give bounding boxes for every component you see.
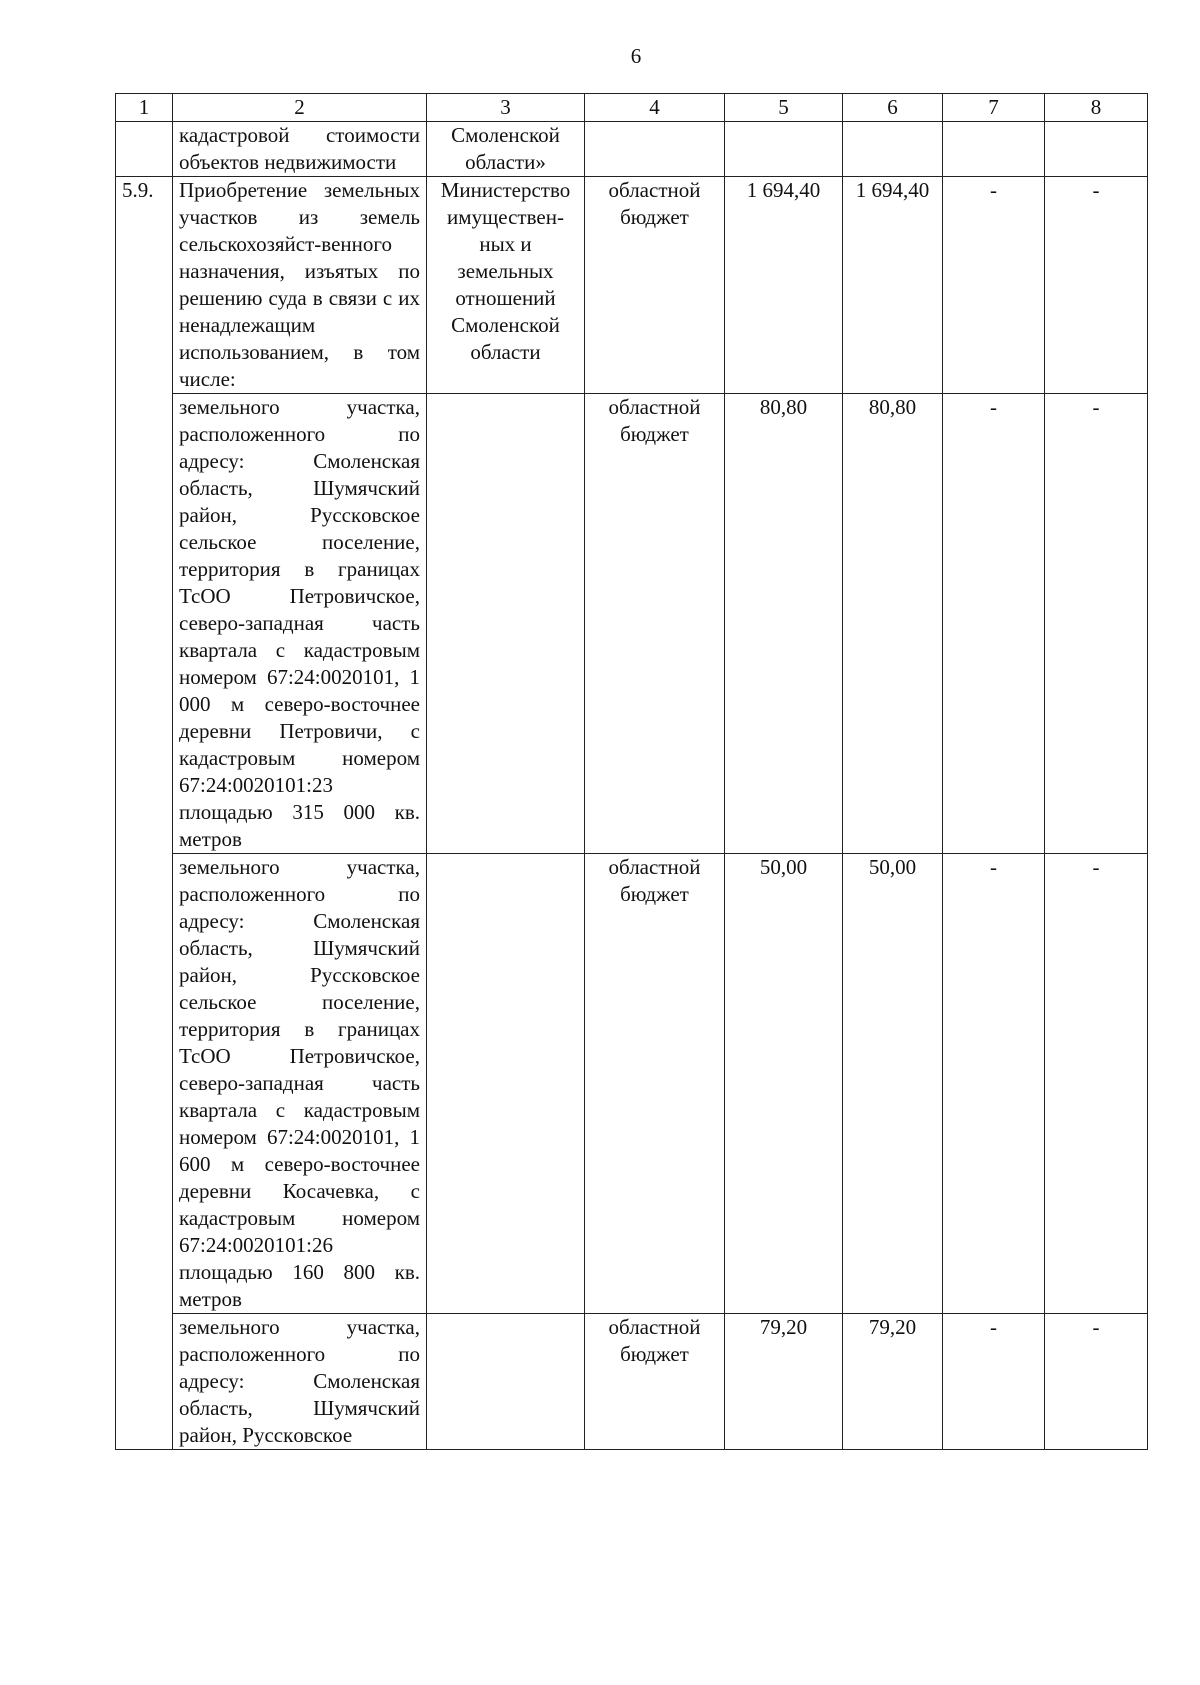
column-header: 6 — [843, 94, 943, 122]
row-amount-col8: - — [1045, 1314, 1148, 1450]
row-amount-col7: - — [943, 394, 1045, 854]
column-header: 4 — [585, 94, 725, 122]
row-amount-col7: - — [943, 177, 1045, 394]
column-header: 5 — [725, 94, 843, 122]
row-amount-col7: - — [943, 1314, 1045, 1450]
row-funding-source: областной бюджет — [585, 177, 725, 394]
row-amount-col5: 1 694,40 — [725, 177, 843, 394]
row-amount-col8 — [1045, 122, 1148, 177]
row-description: земельного участка, расположенного по адресу: Смоленская область, Шумячский район, Русскoвское сельское поселение, территория в границах ТсОО Петровичское, северо-западная часть квартала с кадастровым номером 67:24:0020101, 1 000 м северо-восточнее деревни Петровичи, с кадастровым номером 67:24:0020101:23 площадью 315 000 кв. метров — [173, 394, 427, 854]
table-header-row — [116, 94, 1148, 122]
column-header: 3 — [427, 94, 585, 122]
row-number — [116, 394, 173, 854]
row-number — [116, 1314, 173, 1450]
row-number: 5.9. — [116, 177, 173, 394]
row-amount-col5: 80,80 — [725, 394, 843, 854]
table-row — [116, 1314, 1148, 1450]
row-description: земельного участка, расположенного по адресу: Смоленская область, Шумячский район, Русскoвское сельское поселение, территория в границах ТсОО Петровичское, северо-западная часть квартала с кадастровым номером 67:24:0020101, 1 600 м северо-восточнее деревни Косачевка, с кадастровым номером 67:24:0020101:26 площадью 160 800 кв. метров — [173, 854, 427, 1314]
row-description: кадастровой стоимости объектов недвижимости — [173, 122, 427, 177]
row-funding-source — [585, 122, 725, 177]
row-amount-col8: - — [1045, 394, 1148, 854]
row-organization — [427, 854, 585, 1314]
row-amount-col6: 79,20 — [843, 1314, 943, 1450]
row-amount-col5 — [725, 122, 843, 177]
row-organization: Министерство имуществен-ных и земельных отношений Смоленской области — [427, 177, 585, 394]
column-header: 1 — [116, 94, 173, 122]
column-header: 2 — [173, 94, 427, 122]
row-organization — [427, 394, 585, 854]
page-number: 6 — [630, 44, 642, 68]
row-funding-source: областной бюджет — [585, 854, 725, 1314]
row-amount-col5: 79,20 — [725, 1314, 843, 1450]
row-amount-col5: 50,00 — [725, 854, 843, 1314]
row-amount-col6: 80,80 — [843, 394, 943, 854]
row-organization — [427, 1314, 585, 1450]
row-amount-col7 — [943, 122, 1045, 177]
row-amount-col6: 1 694,40 — [843, 177, 943, 394]
table-row — [116, 394, 1148, 854]
table-row — [116, 854, 1148, 1314]
table-row — [116, 122, 1148, 177]
column-header: 7 — [943, 94, 1045, 122]
row-amount-col8: - — [1045, 177, 1148, 394]
row-description: Приобретение земельных участков из земель сельскохозяйст-венного назначения, изъятых по решению суда в связи с их ненадлежащим использованием, в том числе: — [173, 177, 427, 394]
row-amount-col8: - — [1045, 854, 1148, 1314]
row-organization: Смоленской области» — [427, 122, 585, 177]
row-funding-source: областной бюджет — [585, 1314, 725, 1450]
row-amount-col6 — [843, 122, 943, 177]
row-number — [116, 122, 173, 177]
column-header: 8 — [1045, 94, 1148, 122]
document-table — [115, 93, 1148, 1450]
row-funding-source: областной бюджет — [585, 394, 725, 854]
table-row — [116, 177, 1148, 394]
row-description: земельного участка, расположенного по адресу: Смоленская область, Шумячский район, Русскoвское — [173, 1314, 427, 1450]
row-amount-col7: - — [943, 854, 1045, 1314]
row-amount-col6: 50,00 — [843, 854, 943, 1314]
row-number — [116, 854, 173, 1314]
